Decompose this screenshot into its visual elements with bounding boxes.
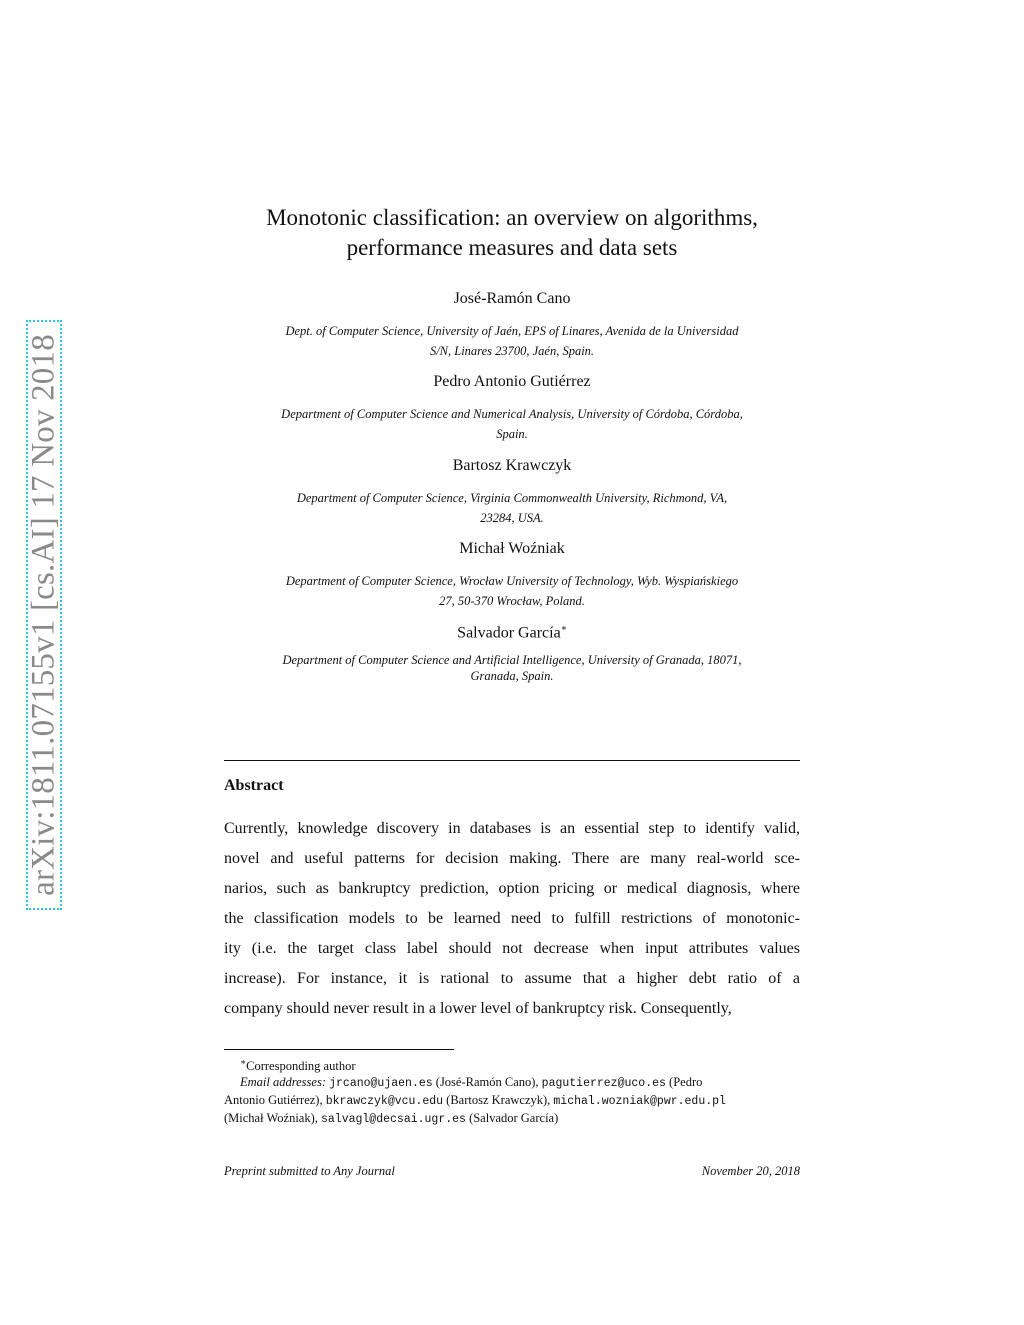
abstract-line: novel and useful patterns for decision making. There are many real-world sce- <box>224 850 800 867</box>
affiliation-line: Spain. <box>496 427 528 441</box>
footnote-corresponding: ∗Corresponding author <box>240 1057 356 1074</box>
affiliation-line: Granada, Spain. <box>470 669 554 683</box>
email-link[interactable]: salvagl@decsai.ugr.es <box>321 1113 466 1127</box>
email-link[interactable]: michal.wozniak@pwr.edu.pl <box>553 1095 726 1109</box>
affiliation-line: Department of Computer Science and Numerical Analysis, University of Córdoba, Córdoba, <box>281 407 743 421</box>
affiliation-line: 23284, USA. <box>480 511 544 525</box>
author-affiliation <box>224 488 800 528</box>
author-affiliation <box>224 404 800 444</box>
email-link[interactable]: jrcano@ujaen.es <box>329 1077 433 1091</box>
author-name: Salvador García <box>457 624 561 642</box>
author-affiliation <box>224 571 800 611</box>
abstract-body <box>224 814 800 1024</box>
author-affiliation <box>224 652 800 684</box>
author-name: Michał Woźniak <box>459 540 565 557</box>
affiliation-line: Dept. of Computer Science, University of Jaén, EPS of Linares, Avenida de la Universidad <box>285 324 739 338</box>
author-name: José-Ramón Cano <box>453 290 571 307</box>
abstract-line: Currently, knowledge discovery in databases is an essential step to identify valid, <box>224 820 800 837</box>
footnote-emails-line-1: Email addresses: jrcano@ujaen.es (José-Ramón Cano), pagutierrez@uco.es (Pedro <box>240 1075 703 1091</box>
abstract-line: increase). For instance, it is rational to assume that a higher debt ratio of a <box>224 970 800 987</box>
corresponding-author-name <box>224 623 800 642</box>
title-line-1: Monotonic classification: an overview on algorithms, <box>266 205 758 230</box>
author-name: Pedro Antonio Gutiérrez <box>433 373 591 390</box>
email-label: Email addresses: <box>240 1075 326 1090</box>
arxiv-identifier: arXiv:1811.07155v1 [cs.AI] 17 Nov 2018 <box>25 334 62 896</box>
corresponding-mark: ∗ <box>560 623 567 633</box>
affiliation-line: Department of Computer Science, Virginia Commonwealth University, Richmond, VA, <box>296 491 728 505</box>
preprint-note: Preprint submitted to Any Journal <box>224 1164 395 1178</box>
abstract-line: the classification models to be learned need to fulfill restrictions of monotonic- <box>224 910 800 927</box>
abstract-line: narios, such as bankruptcy prediction, option pricing or medical diagnosis, where <box>224 880 800 897</box>
preprint-date: November 20, 2018 <box>701 1164 800 1178</box>
abstract-top-rule <box>224 760 800 761</box>
affiliation-line: S/N, Linares 23700, Jaén, Spain. <box>429 344 595 358</box>
footnote-rule <box>224 1049 454 1050</box>
author-name: Bartosz Krawczyk <box>452 457 572 474</box>
abstract-heading: Abstract <box>224 777 284 794</box>
abstract-line: company should never result in a lower level of bankruptcy risk. Consequently, <box>224 1000 732 1017</box>
footnote-mark: ∗ <box>240 1057 247 1067</box>
title-line-2: performance measures and data sets <box>346 235 678 260</box>
email-link[interactable]: pagutierrez@uco.es <box>541 1077 666 1091</box>
affiliation-line: Department of Computer Science, Wrocław University of Technology, Wyb. Wyspiańskiego <box>285 574 739 588</box>
abstract-line: ity (i.e. the target class label should not decrease when input attributes values <box>224 940 800 957</box>
email-link[interactable]: bkrawczyk@vcu.edu <box>325 1095 444 1109</box>
affiliation-line: Department of Computer Science and Artificial Intelligence, University of Granada, 18071, <box>282 653 742 667</box>
author-affiliation <box>224 321 800 361</box>
footnote-emails-line-2: Antonio Gutiérrez), bkrawczyk@vcu.edu (Bartosz Krawczyk), michal.wozniak@pwr.edu.pl <box>224 1093 726 1109</box>
affiliation-line: 27, 50-370 Wrocław, Poland. <box>439 594 585 608</box>
paper-title <box>224 203 800 263</box>
footnote-emails-line-3: (Michał Woźniak), salvagl@decsai.ugr.es (Salvador García) <box>224 1111 559 1127</box>
footnotes <box>224 1054 800 1128</box>
